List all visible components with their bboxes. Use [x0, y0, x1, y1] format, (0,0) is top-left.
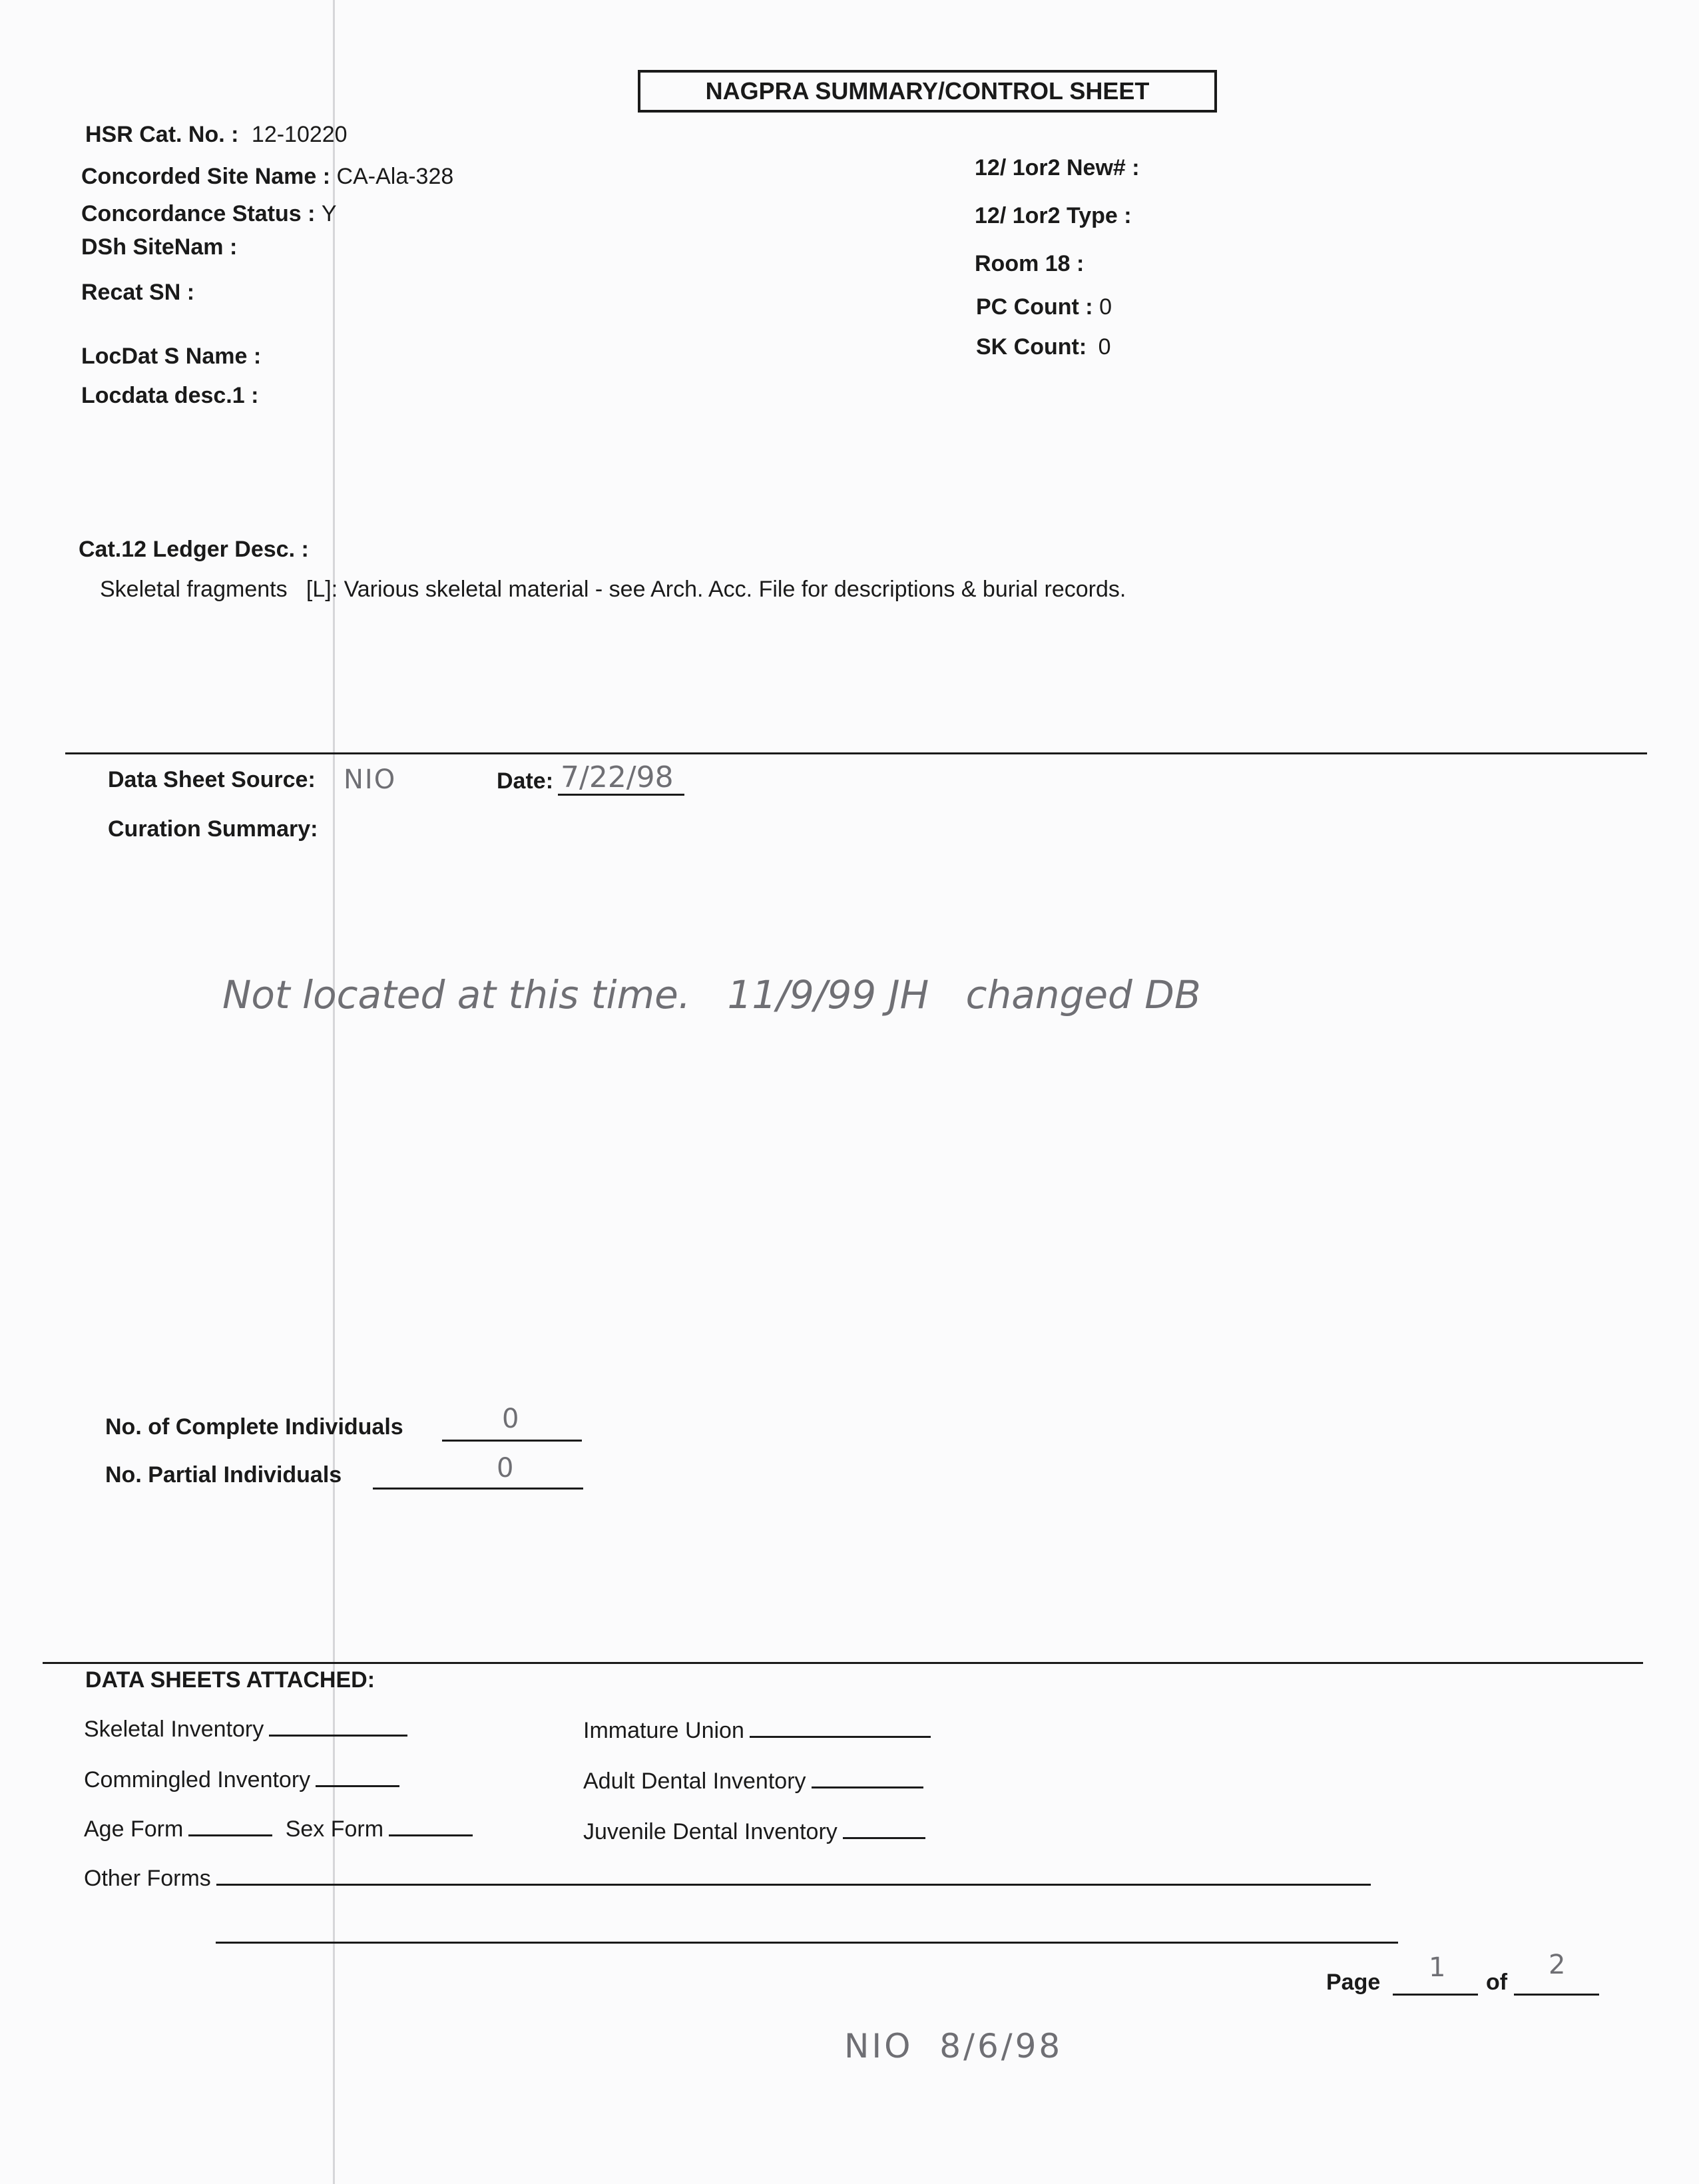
sex-form-label: Sex Form [285, 1816, 384, 1842]
hsr-cat-label-text: HSR Cat. No. : [85, 122, 239, 147]
adult-dental-blank [812, 1786, 923, 1788]
partial-individuals-value: 0 [497, 1453, 514, 1484]
skeletal-inventory-label: Skeletal Inventory [84, 1717, 264, 1742]
room-18-label: Room 18 : [975, 251, 1085, 276]
page-number-line [1393, 1994, 1478, 1996]
sk-count-label: SK Count: [976, 334, 1087, 360]
pc-count-row [976, 294, 1112, 320]
ledger-label: Cat.12 Ledger Desc. : [79, 537, 309, 562]
of-label: of [1486, 1970, 1508, 1995]
hsr-cat-value: 12-10220 [251, 122, 348, 147]
site-name-label: Concorded Site Name : [81, 164, 331, 189]
immature-union-label: Immature Union [583, 1718, 744, 1743]
sk-count-row [976, 334, 1111, 360]
adult-dental-row [583, 1769, 923, 1794]
immature-union-blank [750, 1736, 931, 1738]
locdata-desc-label: Locdata desc.1 : [81, 383, 259, 408]
total-pages-line [1514, 1994, 1599, 1996]
scan-fold-line [333, 0, 335, 2184]
age-sex-form-row [84, 1816, 473, 1842]
complete-individuals-value: 0 [502, 1404, 519, 1434]
dsh-sitenam-label: DSh SiteNam : [81, 234, 238, 260]
data-sheet-source-label: Data Sheet Source: [108, 767, 316, 792]
adult-dental-label: Adult Dental Inventory [583, 1769, 806, 1794]
page-title: NAGPRA SUMMARY/CONTROL SHEET [638, 70, 1217, 113]
other-forms-blank [216, 1884, 1371, 1886]
concordance-label: Concordance Status : [81, 201, 316, 226]
age-form-label: Age Form [84, 1816, 184, 1842]
pc-count-label: PC Count : [976, 294, 1093, 320]
other-forms-row [84, 1866, 1371, 1892]
page-label: Page [1326, 1970, 1381, 1995]
total-pages-value: 2 [1549, 1950, 1566, 1980]
skeletal-inventory-row [84, 1717, 407, 1743]
ledger-text: Skeletal fragments [L]: Various skeletal material - see Arch. Acc. File for descriptions & burial records. [100, 577, 1126, 602]
date-value: 7/22/98 [561, 760, 674, 794]
other-forms-second-line [216, 1942, 1398, 1944]
complete-individuals-label: No. of Complete Individuals [105, 1414, 403, 1440]
age-form-blank [188, 1834, 272, 1836]
juvenile-dental-blank [843, 1837, 925, 1839]
immature-union-row [583, 1718, 931, 1744]
page-number-value: 1 [1429, 1952, 1446, 1983]
section-divider-top [65, 752, 1647, 754]
hsr-cat-label [85, 122, 348, 148]
type-label: 12/ 1or2 Type : [975, 203, 1132, 228]
data-sheet-source-value: NIO [344, 764, 397, 795]
curation-summary-note: Not located at this time. 11/9/99 JH changed DB [222, 972, 1201, 1017]
complete-individuals-line [442, 1440, 582, 1442]
sk-count-value: 0 [1098, 334, 1111, 360]
commingled-inventory-blank [316, 1785, 399, 1787]
juvenile-dental-row [583, 1819, 925, 1845]
concordance-row [81, 201, 337, 227]
locdat-name-label: LocDat S Name : [81, 344, 262, 369]
concordance-value: Y [321, 201, 337, 226]
pc-count-value: 0 [1099, 294, 1112, 320]
data-sheets-attached-heading: DATA SHEETS ATTACHED: [85, 1667, 375, 1693]
recat-sn-label: Recat SN : [81, 280, 195, 305]
section-divider-bottom [43, 1662, 1643, 1664]
site-name-value: CA-Ala-328 [336, 164, 454, 189]
site-name-row [81, 164, 453, 190]
other-forms-label: Other Forms [84, 1866, 211, 1891]
date-label: Date: [497, 768, 554, 794]
partial-individuals-label: No. Partial Individuals [105, 1462, 342, 1488]
commingled-inventory-label: Commingled Inventory [84, 1767, 311, 1792]
new-number-label: 12/ 1or2 New# : [975, 155, 1140, 180]
sex-form-blank [389, 1834, 473, 1836]
curation-summary-label: Curation Summary: [108, 816, 318, 842]
juvenile-dental-label: Juvenile Dental Inventory [583, 1819, 838, 1844]
skeletal-inventory-blank [269, 1735, 407, 1737]
footer-handwritten-note: NIO 8/6/98 [844, 2027, 1063, 2065]
partial-individuals-line [373, 1488, 583, 1490]
commingled-inventory-row [84, 1767, 399, 1793]
